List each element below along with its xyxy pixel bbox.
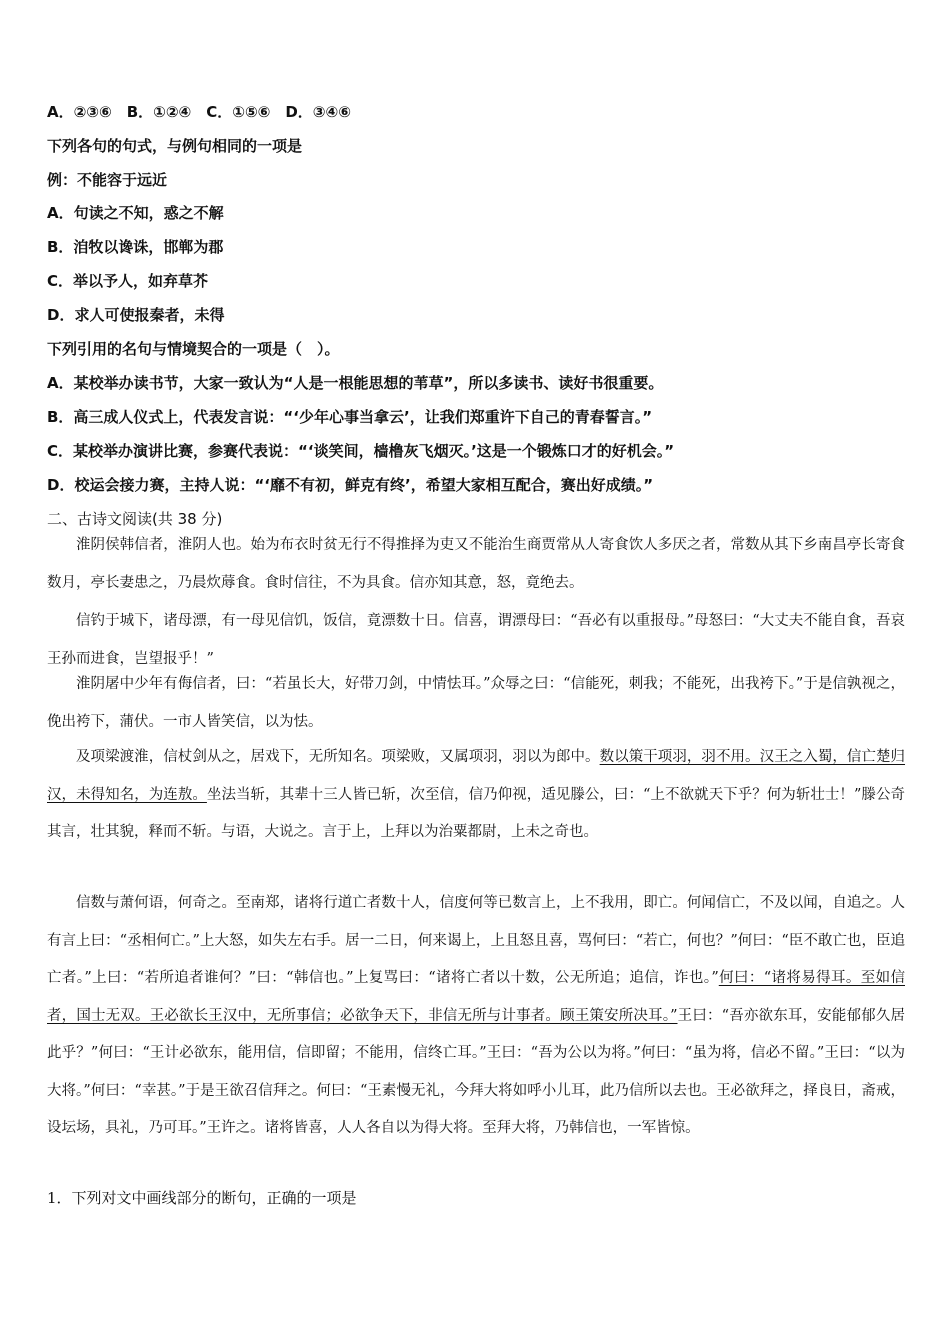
question-1: 1．下列对文中画线部分的断句，正确的一项是 <box>47 1189 357 1207</box>
syntax-question-stem: 下列各句的句式，与例句相同的一项是 <box>47 137 303 155</box>
passage-paragraph-5 <box>47 885 905 1148</box>
syntax-option-c: C．举以予人，如弃草芥 <box>47 272 209 290</box>
section-heading: 二、古诗文阅读(共 38 分) <box>47 510 223 528</box>
passage-paragraph-3: 淮阴屠中少年有侮信者，曰：“若虽长大，好带刀剑，中情怯耳。”众辱之曰：“信能死，刺我；不能死，出我袴下。”于是信孰视之，俛出袴下，蒲伏。一市人皆笑信，以为怯。 <box>47 676 905 730</box>
passage-paragraph-4 <box>47 739 905 852</box>
passage-4-text-b: 坐法当斩，其辈十三人皆已斩，次至信，信乃仰视，适见滕公，曰：“上不欲就天下乎？何为斩壮士！”滕公奇其言，壮其貌，释而不斩。与语，大说之。言于上，上拜以为治粟都尉，上未之奇也。 <box>47 786 905 840</box>
underlined-passage-1: 数以策干项羽，羽不用。汉王之入蜀，信亡楚归汉，未得知名，为连敖。 <box>47 749 906 803</box>
passage-5-text-b: 王曰：“吾亦欲东耳，安能郁郁久居此乎？”何曰：“王计必欲东，能用信，信即留；不能用，信终亡耳。”王曰：“吾为公以为将。”何曰：“虽为将，信必不留。”王曰：“以为大将。”何曰：“幸甚。”于是王欲召信拜之。何曰：“王素慢无礼，今拜大将如呼小儿耳，此乃信所以去也。王必欲拜之，择良日，斋戒，设坛场，具礼，乃可耳。”王许之。诸将皆喜，人人各自以为得大将。至拜大将，乃韩信也，一军皆惊。 <box>47 1007 905 1136</box>
quote-option-b: B．高三成人仪式上，代表发言说：“‘少年心事当拿云’，让我们郑重许下自己的青春誓言。” <box>47 408 653 426</box>
passage-5-text-a: 信数与萧何语，何奇之。至南郑，诸将行道亡者数十人，信度何等已数言上，上不我用，即亡。何闻信亡，不及以闻，自追之。人有言上曰：“丞相何亡。”上大怒，如失左右手。居一二日，何来谒上，上且怒且喜，骂何曰：“若亡，何也？”何曰：“臣不敢亡也，臣追亡者。”上曰：“若所追者谁何？”曰：“韩信也。”上复骂曰：“诸将亡者以十数，公无所追；追信，诈也。” <box>47 895 905 986</box>
syntax-option-a: A．句读之不知，惑之不解 <box>47 204 224 222</box>
underlined-passage-2: 何曰：“诸将易得耳。至如信者，国士无双。王必欲长王汉中，无所事信；必欲争天下，非信无所与计事者。顾王策安所决耳。” <box>47 970 905 1024</box>
syntax-question-example: 例：不能容于远近 <box>47 171 168 189</box>
passage-paragraph-2: 信钓于城下，诸母漂，有一母见信饥，饭信，竟漂数十日。信喜，谓漂母曰：“吾必有以重报母。”母怒曰：“大丈夫不能自食，吾哀王孙而进食，岂望报乎！” <box>47 613 905 667</box>
quote-option-c: C．某校举办演讲比赛，参赛代表说：“‘谈笑间，樯橹灰飞烟灭。’这是一个锻炼口才的好机会。” <box>47 442 675 460</box>
quote-option-a: A．某校举办读书节，大家一致认为“人是一根能思想的苇草”，所以多读书、读好书很重要。 <box>47 374 664 392</box>
quote-question-stem: 下列引用的名句与情境契合的一项是（ ）。 <box>47 340 340 358</box>
passage-4-text-a: 及项梁渡淮，信杖剑从之，居戏下，无所知名。项梁败，又属项羽，羽以为郎中。 <box>76 749 600 765</box>
syntax-option-b: B．洎牧以谗诛，邯郸为郡 <box>47 238 224 256</box>
quote-option-d: D．校运会接力赛，主持人说：“‘靡不有初，鲜克有终’，希望大家相互配合，赛出好成绩。” <box>47 476 654 494</box>
passage-paragraph-1: 淮阴侯韩信者，淮阴人也。始为布衣时贫无行不得推择为吏又不能治生商贾常从人寄食饮人多厌之者，常数从其下乡南昌亭长寄食数月，亭长妻患之，乃晨炊蓐食。食时信往，不为具食。信亦知其意，怒，竟绝去。 <box>47 537 905 591</box>
previous-answer-options: A．②③⑥ B．①②④ C．①⑤⑥ D．③④⑥ <box>47 103 351 121</box>
syntax-option-d: D．求人可使报秦者，未得 <box>47 306 225 324</box>
